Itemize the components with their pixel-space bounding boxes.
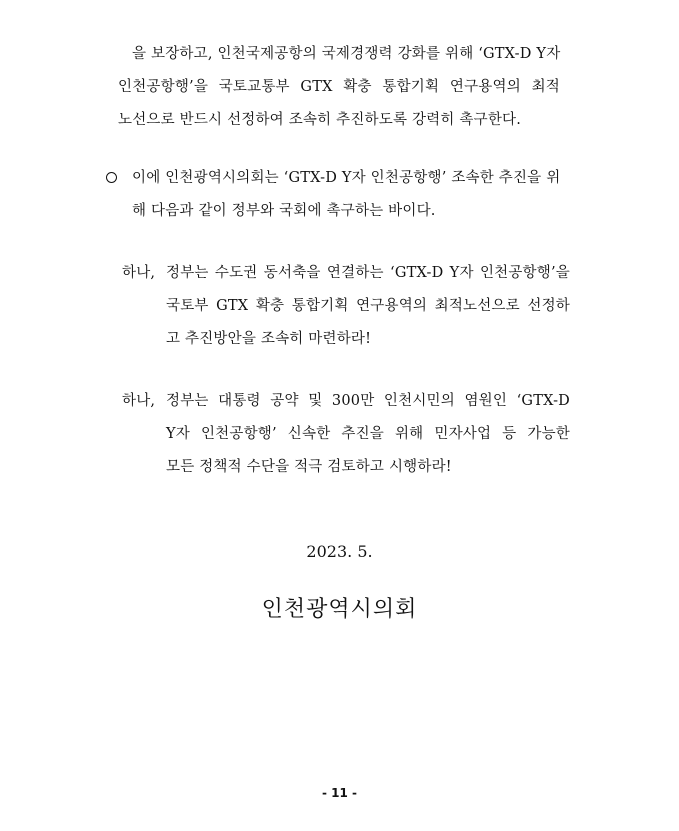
resolution-2-line-2: Y자 인천공항행’ 신속한 추진을 위해 민자사업 등 가능한: [166, 426, 570, 442]
resolution-2-line-1: 정부는 대통령 공약 및 300만 인천시민의 염원인 ‘GTX-D: [166, 393, 570, 409]
bullet-line-2: 해 다음과 같이 정부와 국회에 촉구하는 바이다.: [132, 203, 436, 219]
bullet-line-1: 이에 인천광역시의회는 ‘GTX-D Y자 인천공항행’ 조속한 추진을 위: [132, 170, 561, 186]
intro-line-3: 노선으로 반드시 선정하여 조속히 추진하도록 강력히 촉구한다.: [118, 112, 522, 128]
resolution-1-line-1: 정부는 수도권 동서축을 연결하는 ‘GTX-D Y자 인천공항행’을: [166, 265, 570, 281]
resolution-1-prefix: 하나,: [122, 265, 156, 281]
organization-name: 인천광역시의회: [261, 597, 418, 622]
intro-line-1: 을 보장하고, 인천국제공항의 국제경쟁력 강화를 위해 ‘GTX-D Y자: [132, 46, 561, 62]
resolution-2-prefix: 하나,: [122, 393, 156, 409]
page-number: - 11 -: [321, 786, 357, 800]
document-date: 2023. 5.: [306, 542, 373, 561]
resolution-1-line-2: 국토부 GTX 확충 통합기획 연구용역의 최적노선으로 선정하: [166, 298, 570, 314]
intro-line-2: 인천공항행’을 국토교통부 GTX 확충 통합기획 연구용역의 최적: [118, 79, 560, 95]
resolution-2-line-3: 모든 정책적 수단을 적극 검토하고 시행하라!: [166, 459, 452, 475]
circle-bullet-icon: [106, 172, 117, 183]
resolution-1-line-3: 고 추진방안을 조속히 마련하라!: [166, 331, 372, 347]
